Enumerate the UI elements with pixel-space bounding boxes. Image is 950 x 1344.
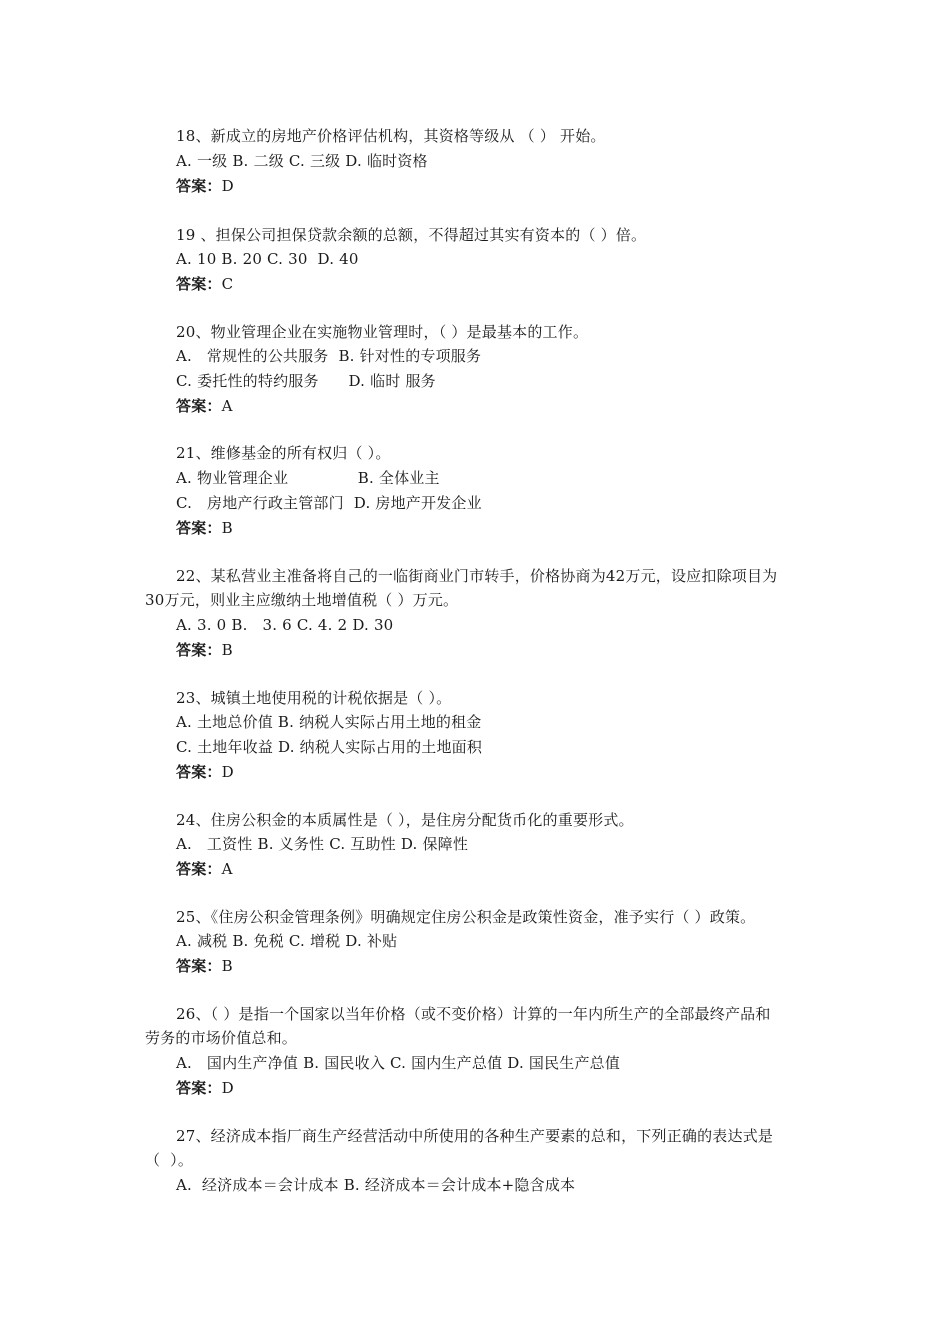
question-27-options: A. 经济成本＝会计成本 B. 经济成本＝会计成本+隐含成本 [176, 1176, 576, 1194]
answer-label: 答案： [176, 519, 222, 537]
question-23-options-2: C. 土地年收益 D. 纳税人实际占用的土地面积 [176, 738, 483, 756]
question-27-text-2: （ ）。 [145, 1151, 194, 1169]
answer-value: A [221, 860, 233, 878]
answer-label: 答案： [176, 275, 222, 293]
question-26-options: A. 国内生产净值 B. 国民收入 C. 国内生产总值 D. 国民生产总值 [176, 1054, 621, 1072]
question-25-options: A. 减税 B. 免税 C. 增税 D. 补贴 [176, 932, 398, 950]
question-20-text: 20、物业管理企业在实施物业管理时，（ ）是最基本的工作。 [176, 323, 589, 341]
question-25-text: 25、《住房公积金管理条例》明确规定住房公积金是政策性资金，准予实行（ ）政策。 [176, 908, 756, 926]
question-24-answer [176, 859, 233, 879]
answer-label: 答案： [176, 763, 222, 781]
answer-value: C [221, 275, 234, 293]
answer-label: 答案： [176, 397, 222, 415]
answer-value: B [221, 957, 233, 975]
question-21-options-2: C. 房地产行政主管部门 D. 房地产开发企业 [176, 494, 482, 512]
question-25-answer [176, 956, 233, 976]
answer-value: D [221, 177, 234, 195]
question-26-text-2: 劳务的市场价值总和。 [145, 1029, 298, 1047]
question-23-answer [176, 762, 234, 782]
question-19-text: 19 、担保公司担保贷款余额的总额，不得超过其实有资本的（ ）倍。 [176, 226, 647, 244]
question-23-text: 23、城镇土地使用税的计税依据是（ ）。 [176, 689, 452, 707]
answer-label: 答案： [176, 641, 222, 659]
question-22-answer [176, 640, 233, 660]
answer-label: 答案： [176, 1079, 222, 1097]
question-20-options-2: C. 委托性的特约服务 D. 临时 服务 [176, 372, 436, 390]
question-26-answer [176, 1078, 234, 1098]
answer-value: A [221, 397, 233, 415]
question-18-options: A. 一级 B. 二级 C. 三级 D. 临时资格 [176, 152, 428, 170]
question-26-text-1: 26、（ ）是指一个国家以当年价格（或不变价格）计算的一年内所生产的全部最终产品和 [176, 1005, 771, 1023]
question-24-text: 24、住房公积金的本质属性是（ ），是住房分配货币化的重要形式。 [176, 811, 634, 829]
question-21-answer [176, 518, 233, 538]
answer-label: 答案： [176, 957, 222, 975]
answer-label: 答案： [176, 860, 222, 878]
question-21-text: 21、维修基金的所有权归（ ）。 [176, 444, 391, 462]
question-22-text-1: 22、某私营业主准备将自己的一临街商业门市转手，价格协商为42万元，设应扣除项目为 [176, 567, 778, 585]
question-20-options-1: A. 常规性的公共服务 B. 针对性的专项服务 [176, 347, 482, 365]
question-18-answer [176, 176, 234, 196]
question-18-text: 18、新成立的房地产价格评估机构，其资格等级从 （ ） 开始。 [176, 127, 606, 145]
question-19-answer [176, 274, 233, 294]
answer-value: B [221, 641, 233, 659]
answer-value: B [221, 519, 233, 537]
answer-value: D [221, 1079, 234, 1097]
question-23-options-1: A. 土地总价值 B. 纳税人实际占用土地的租金 [176, 713, 482, 731]
question-24-options: A. 工资性 B. 义务性 C. 互助性 D. 保障性 [176, 835, 469, 853]
question-20-answer [176, 396, 233, 416]
question-21-options-1: A. 物业管理企业 B. 全体业主 [176, 469, 440, 487]
answer-label: 答案： [176, 177, 222, 195]
answer-value: D [221, 763, 234, 781]
question-19-options: A. 10 B. 20 C. 30 D. 40 [176, 250, 359, 268]
question-22-options: A. 3. 0 B. 3. 6 C. 4. 2 D. 30 [176, 616, 394, 634]
question-27-text-1: 27、经济成本指厂商生产经营活动中所使用的各种生产要素的总和，下列正确的表达式是 [176, 1127, 774, 1145]
question-22-text-2: 30万元，则业主应缴纳土地增值税（ ）万元。 [145, 591, 459, 609]
